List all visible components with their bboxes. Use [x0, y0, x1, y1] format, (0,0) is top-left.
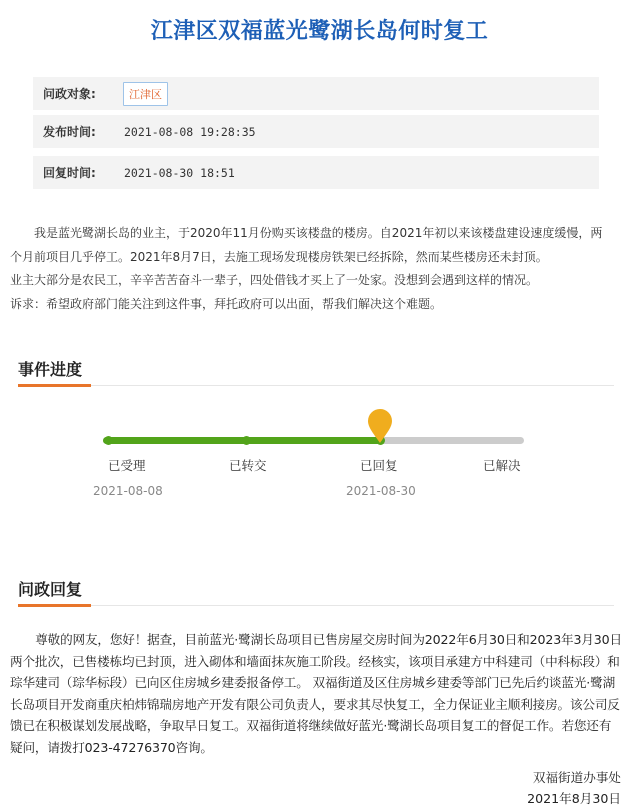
publish-label: 发布时间: — [43, 125, 96, 139]
page-title: 江津区双福蓝光鹭湖长岛何时复工 — [150, 19, 489, 44]
reply-body: 尊敬的网友，您好！据查，目前蓝光·鹭湖长岛项目已售房屋交房时间为2022年6月30日和2023年3月30日两个批次，已售楼栋均已封顶，进入砌体和墙面抹灰施工阶段。经核实，该项目承建方中科建司（中科标段）和琮华建司（琮华标段）已向区住房城乡建委报备停工。 双福街道及区住房城乡建委等部门已先后约谈蓝光·鹭湖长岛项目开发商重庆柏炜锦瑞房地产开发有限公司负责人，要求其尽快复工，全力保证业主顺利接房。该公司反馈已在积极谋划发展战略，争取早日复工。双福街道将继续做好蓝光·鹭湖长岛项目复工的督促工作。若您还有疑问，请拨打023-47276370咨询。 — [10, 632, 622, 755]
reply-section-title: 问政回复 — [18, 580, 83, 599]
step-dot-transferred — [242, 436, 251, 445]
info-row-target — [33, 77, 599, 110]
step-label-replied: 已回复 — [360, 458, 398, 473]
step-label-resolved: 已解决 — [483, 458, 521, 473]
publish-time: 2021-08-08 19:28:35 — [124, 124, 256, 139]
department-tag[interactable]: 江津区 — [123, 82, 168, 106]
question-body — [10, 222, 610, 316]
reply-label: 回复时间: — [43, 166, 96, 180]
step-dot-accepted — [104, 436, 113, 445]
step-date-accepted: 2021-08-08 — [93, 484, 163, 498]
step-label-transferred: 已转交 — [229, 458, 267, 473]
reply-time: 2021-08-30 18:51 — [124, 165, 235, 180]
question-paragraph: 我是蓝光鹭湖长岛的业主，于2020年11月份购买该楼盘的楼房。自2021年初以来该楼盘建设速度缓慢，两个月前项目几乎停工。2021年8月7日，去施工现场发现楼房铁架已经拆除，然而某些楼房还未封顶。 — [10, 226, 603, 264]
section-underline — [18, 384, 91, 387]
progress-section-title: 事件进度 — [18, 360, 83, 379]
reply-signature: 双福街道办事处 — [532, 770, 621, 785]
question-paragraph: 业主大部分是农民工，辛辛苦苦奋斗一辈子，四处借钱才买上了一处家。没想到会遇到这样的情况。 — [10, 273, 539, 287]
question-paragraph: 诉求：希望政府部门能关注到这件事，拜托政府可以出面，帮我们解决这个难题。 — [10, 296, 443, 311]
step-label-accepted: 已受理 — [108, 458, 146, 473]
reply-date: 2021年8月30日 — [527, 791, 621, 806]
section-underline — [18, 604, 91, 607]
info-row-publish — [33, 115, 599, 148]
current-step-marker-icon — [366, 408, 394, 444]
target-label: 问政对象: — [43, 87, 96, 101]
progress-section-header — [18, 357, 614, 386]
reply-section-header — [18, 577, 614, 606]
step-date-replied: 2021-08-30 — [346, 484, 416, 498]
info-row-reply — [33, 156, 599, 189]
